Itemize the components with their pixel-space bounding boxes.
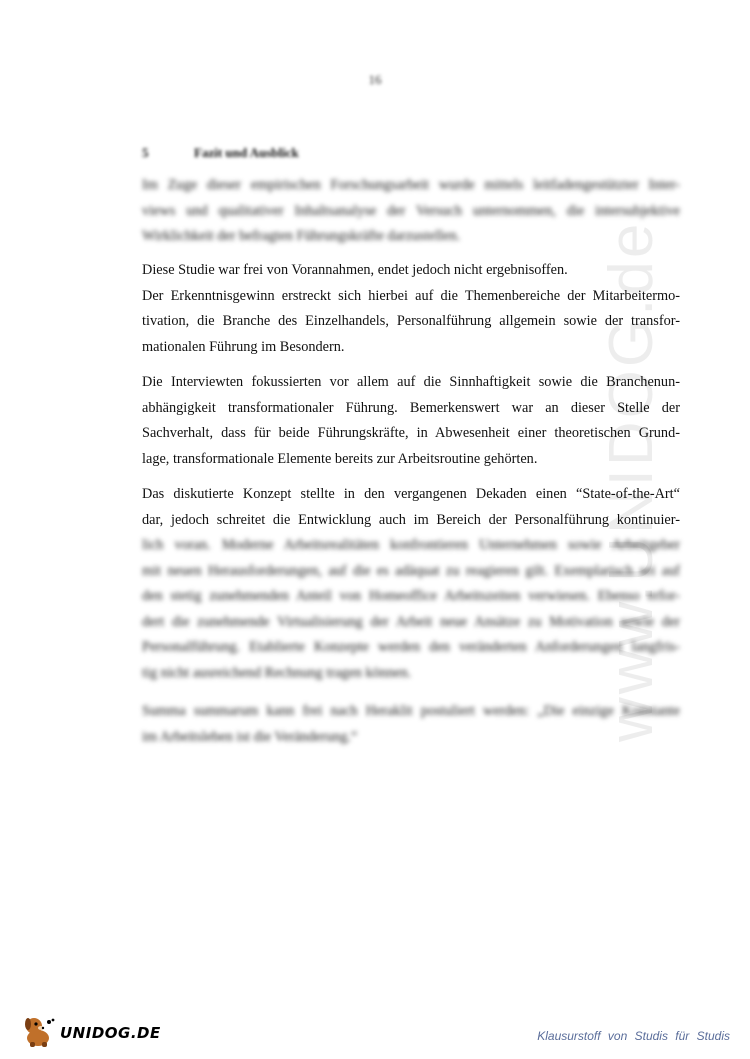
paragraph-line: Sachverhalt, dass für beide Führungskräfte, in Abwesenheit einer theoretischen Grund- [142,425,680,441]
paragraph-line: abhängigkeit transformationaler Führung. Bemerkenswert war an dieser Stelle der [142,399,680,416]
paragraph-line: lage, transformationale Elemente bereits zur Arbeitsroutine gehörten. [142,450,538,467]
logo-text: UNIDOG.DE [60,1024,161,1042]
paragraph-line: Die Interviewten fokussierten vor allem auf die Sinnhaftigkeit sowie die Branchenun- [142,374,680,390]
footer-slogan: Klausurstoff von Studis für Studis [537,1029,730,1043]
paragraph-line: dert die zunehmende Virtualisierung der Arbeit neue Ansätze zu Motivation sowie der [142,613,680,630]
paragraph-line: Summa summarum kann frei nach Heraklit postuliert werden: „Die einzige Konstante [142,703,680,719]
dog-mascot-icon [18,1012,58,1048]
paragraph-line: Personalführung. Etablierte Konzepte werden den veränderten Anforderungen langfris- [142,639,680,655]
paragraph-line: Das diskutierte Konzept stellte in den vergangenen Dekaden einen “State-of-the-Art“ [142,486,680,502]
paragraph-line: Diese Studie war frei von Vorannahmen, endet jedoch nicht ergebnisoffen. [142,262,568,278]
paragraph-line: mit neuen Herausforderungen, auf die es adäquat zu reagieren gilt. Exemplarisch sei auf [142,562,680,579]
unidog-logo[interactable] [18,1012,161,1048]
page-number: 16 [368,72,382,87]
paragraph-line: dar, jedoch schreitet die Entwicklung auch im Bereich der Personalführung kontinuier- [142,511,680,528]
paragraph-line: mationalen Führung im Besondern. [142,338,345,355]
paragraph-line: views und qualitativer Inhaltsanalyse der Versuch unternommen, die intersubjektive [142,202,680,219]
paragraph-line: Der Erkenntnisgewinn erstreckt sich hierbei auf die Themenbereiche der Mitarbeitermo- [142,287,680,304]
paragraph-line: tivation, die Branche des Einzelhandels, Personalführung allgemein sowie der transfor- [142,313,680,329]
paragraph-line: tig nicht ausreichend Rechnung tragen können. [142,664,412,681]
paragraph-line: lich voran. Moderne Arbeitsrealitäten konfrontieren Unternehmen sowie Arbeitgeber [142,537,680,553]
section-heading [142,145,299,161]
paragraph-line: Wirklichkeit der befragten Führungskräfte darzustellen. [142,228,461,244]
paragraph-line: Im Zuge dieser empirischen Forschungsarbeit wurde mittels leitfadengestützter Inter- [142,177,680,193]
paragraph-line: im Arbeitsleben ist die Veränderung.“ [142,728,358,745]
section-number: 5 [142,145,149,160]
paragraph-line: den stetig zunehmenden Anteil von Homeoffice Arbeitszeiten verwiesen. Ebenso erfor- [142,588,680,604]
watermark: www.UNIDOG.de [597,220,666,742]
section-title: Fazit und Ausblick [194,145,299,160]
